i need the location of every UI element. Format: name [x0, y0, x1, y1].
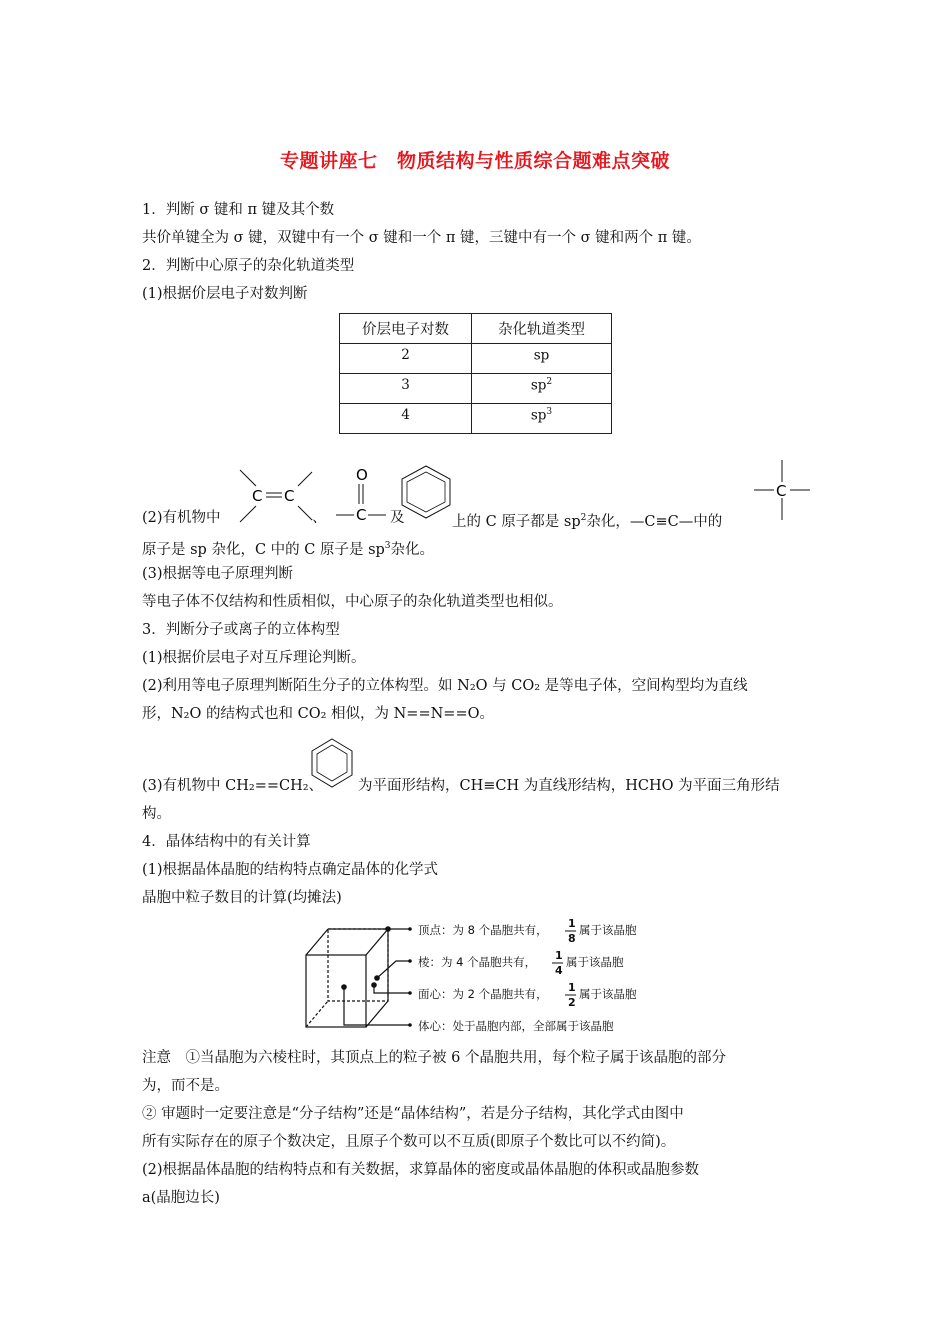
- section-4-sub1b: 晶胞中粒子数目的计算(均摊法): [142, 890, 342, 906]
- section-3-sub3-part1: (3)有机物中 CH₂==CH₂、: [142, 778, 324, 794]
- section-2-sub1: (1)根据价层电子对数判断: [142, 286, 308, 302]
- vertex-label: 顶点：为 8 个晶胞共有，: [418, 923, 548, 937]
- section-4-sub2-line2: a(晶胞边长): [142, 1190, 220, 1206]
- edge-label: 棱：为 4 个晶胞共有，: [418, 955, 537, 969]
- section-2-sub3-body: 等电子体不仅结构和性质相似，中心原子的杂化轨道类型也相似。: [142, 594, 563, 610]
- unit-cell-figure: [300, 915, 660, 1040]
- table-row: [340, 374, 612, 404]
- section-4-sub1: (1)根据晶体晶胞的结构特点确定晶体的化学式: [142, 862, 439, 878]
- alkene-structure: [240, 470, 312, 522]
- section-3-sub3-part2: 为平面形结构，CH≡CH 为直线形结构，HCHO 为平面三角形结: [358, 778, 780, 794]
- section-2-heading: 2．判断中心原子的杂化轨道类型: [142, 258, 355, 274]
- table-header: 价层电子对数: [340, 314, 472, 344]
- table-row: [340, 404, 612, 434]
- table-cell: 3: [340, 374, 472, 404]
- section-3-sub2-line2: 形，N₂O 的结构式也和 CO₂ 相似，为 N==N==O。: [142, 706, 494, 722]
- note2-line2: 所有实际存在的原子个数决定，且原子个数可以不互质(即原子个数比可以不约简)。: [142, 1134, 676, 1150]
- carbonyl-structure: [336, 466, 386, 524]
- atom-label: C: [356, 506, 367, 524]
- sp3-carbon-structure: [754, 460, 810, 520]
- edge-dot: [374, 975, 380, 981]
- section-3-sub3-line2: 构。: [142, 806, 171, 822]
- page-title: 专题讲座七 物质结构与性质综合题难点突破: [279, 150, 670, 172]
- section-1-heading: 1．判断 σ 键和 π 键及其个数: [142, 202, 335, 218]
- table-cell: 4: [340, 404, 472, 434]
- svg-text:2: 2: [568, 996, 576, 1009]
- section-2-sub2-part4: 上的 C 原子都是 $sp^2$杂化，—C≡C—中的: [452, 513, 723, 530]
- body-dot: [341, 984, 347, 990]
- svg-text:4: 4: [555, 964, 563, 977]
- atom-label: C: [284, 487, 295, 505]
- section-3-sub1: (1)根据价层电子对互斥理论判断。: [142, 650, 366, 666]
- section-2-sub2-part3: 及: [390, 510, 405, 526]
- table-header: 杂化轨道类型: [472, 314, 612, 344]
- section-2-sub2-part1: (2)有机物中: [142, 510, 221, 526]
- hybridization-table: [339, 313, 612, 434]
- face-dot: [371, 982, 377, 988]
- body-label: 体心：处于晶胞内部，全部属于该晶胞: [418, 1019, 614, 1033]
- svg-text:8: 8: [568, 932, 576, 945]
- svg-text:属于该晶胞: 属于该晶胞: [579, 987, 637, 1001]
- svg-text:1: 1: [555, 949, 563, 962]
- section-2-sub2-part2: 、: [312, 510, 327, 526]
- svg-text:1: 1: [568, 981, 576, 994]
- vertex-dot: [385, 926, 391, 932]
- table-cell: sp: [472, 344, 612, 374]
- table-cell: $sp^3$: [472, 404, 612, 434]
- face-label: 面心：为 2 个晶胞共有，: [418, 987, 548, 1001]
- note-line1: 注意 ①当晶胞为六棱柱时，其顶点上的粒子被 6 个晶胞共用，每个粒子属于该晶胞的部分: [142, 1050, 726, 1066]
- note2-line1: ② 审题时一定要注意是“分子结构”还是“晶体结构”，若是分子结构，其化学式由图中: [142, 1106, 684, 1122]
- section-3-heading: 3．判断分子或离子的立体构型: [142, 622, 340, 638]
- section-1-body: 共价单键全为 σ 键，双键中有一个 σ 键和一个 π 键，三键中有一个 σ 键和两个 π 键。: [142, 230, 701, 246]
- section-4-heading: 4．晶体结构中的有关计算: [142, 834, 311, 850]
- benzene-ring: [402, 466, 450, 518]
- section-4-sub2-line1: (2)根据晶体晶胞的结构特点和有关数据，求算晶体的密度或晶体晶胞的体积或晶胞参数: [142, 1162, 700, 1178]
- svg-text:属于该晶胞: 属于该晶胞: [566, 955, 624, 969]
- table-header-row: [340, 314, 612, 344]
- note-line2: 为，而不是。: [142, 1078, 229, 1094]
- table-cell: $sp^2$: [472, 374, 612, 404]
- atom-label: O: [356, 466, 368, 484]
- table-cell: 2: [340, 344, 472, 374]
- svg-text:属于该晶胞: 属于该晶胞: [579, 923, 637, 937]
- atom-label: C: [252, 487, 263, 505]
- table-row: [340, 344, 612, 374]
- section-2-sub2-line2: 原子是 sp 杂化，C 中的 C 原子是 $sp^3$杂化。: [142, 541, 435, 558]
- section-2-sub3: (3)根据等电子原理判断: [142, 566, 294, 582]
- section-3-sub2-line1: (2)利用等电子原理判断陌生分子的立体构型。如 N₂O 与 CO₂ 是等电子体，空间构型均为直线: [142, 678, 748, 694]
- atom-label: C: [776, 482, 787, 500]
- svg-text:1: 1: [568, 917, 576, 930]
